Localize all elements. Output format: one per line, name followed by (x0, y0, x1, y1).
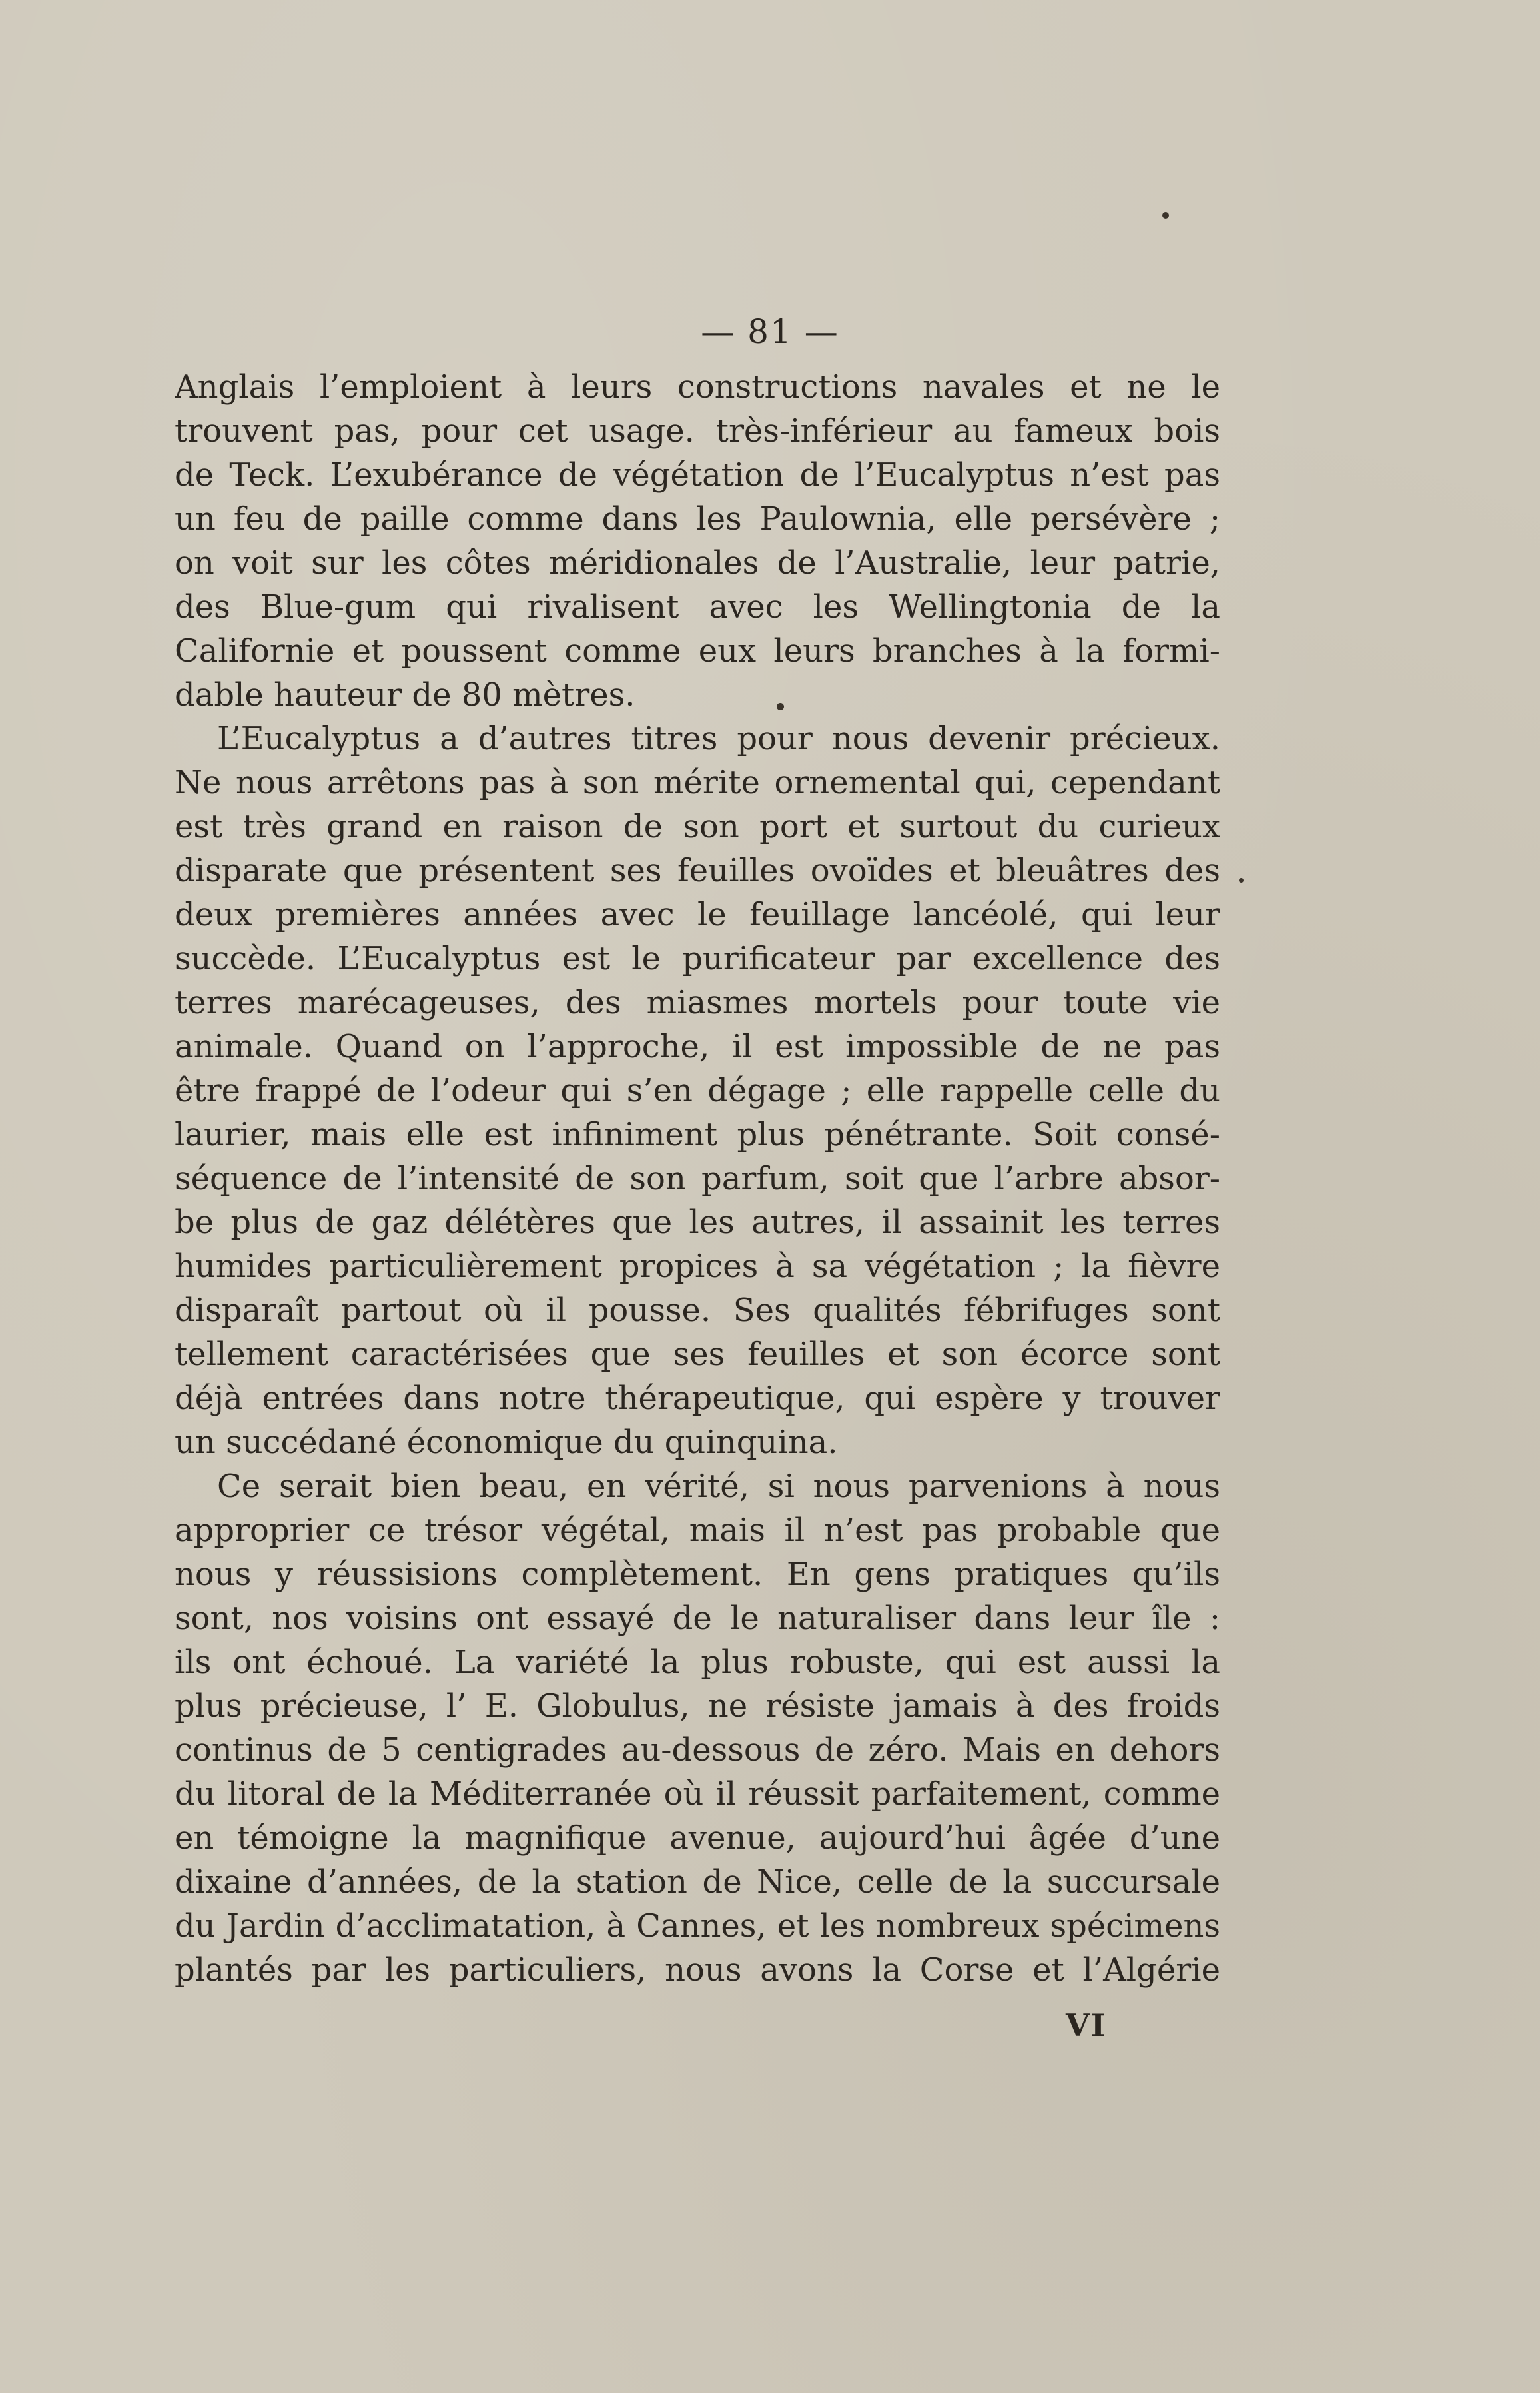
text-line: des Blue-gum qui rivalisent avec les Wellingtonia de la (175, 588, 1220, 626)
paragraph-start-line: Ce serait bien beau, en vérité, si nous parvenions à nous (217, 1468, 1220, 1505)
text-line: laurier, mais elle est infiniment plus pénétrante. Soit consé- (175, 1116, 1220, 1153)
text-line: un succédané économique du quinquina. (175, 1424, 838, 1461)
text-line: du Jardin d’acclimatation, à Cannes, et les nombreux spécimens (175, 1907, 1220, 1945)
text-line: un feu de paille comme dans les Paulownia, elle persévère ; (175, 500, 1220, 538)
text-line: Ne nous arrêtons pas à son mérite ornemental qui, cependant (175, 764, 1220, 801)
text-line: séquence de l’intensité de son parfum, soit que l’arbre absor- (175, 1160, 1220, 1197)
text-line: succède. L’Eucalyptus est le purificateur par excellence des (175, 940, 1220, 977)
text-line: dixaine d’années, de la station de Nice, celle de la succursale (175, 1863, 1220, 1901)
text-line: plantés par les particuliers, nous avons la Corse et l’Algérie (175, 1951, 1220, 1989)
text-line: tellement caractérisées que ses feuilles et son écorce sont (175, 1336, 1220, 1373)
text-line: on voit sur les côtes méridionales de l’Australie, leur patrie, (175, 544, 1220, 582)
text-line: ils ont échoué. La variété la plus robuste, qui est aussi la (175, 1644, 1220, 1681)
text-line: deux premières années avec le feuillage lancéolé, qui leur (175, 896, 1220, 933)
text-line: est très grand en raison de son port et surtout du curieux (175, 808, 1220, 845)
text-line: be plus de gaz délétères que les autres, il assainit les terres (175, 1204, 1220, 1241)
page-number: — 81 — (701, 312, 839, 351)
text-line: déjà entrées dans notre thérapeutique, qui espère y trouver (175, 1380, 1220, 1417)
text-line: sont, nos voisins ont essayé de le naturaliser dans leur île : (175, 1600, 1220, 1637)
ink-speck (1239, 878, 1244, 883)
text-line: approprier ce trésor végétal, mais il n’est pas probable que (175, 1512, 1220, 1549)
paragraph-start-line: L’Eucalyptus a d’autres titres pour nous devenir précieux. (217, 720, 1220, 757)
text-line: terres marécageuses, des miasmes mortels pour toute vie (175, 984, 1220, 1021)
text-line: humides particulièrement propices à sa végétation ; la fièvre (175, 1248, 1220, 1285)
text-line: être frappé de l’odeur qui s’en dégage ; elle rappelle celle du (175, 1072, 1220, 1109)
text-line: plus précieuse, l’ E. Globulus, ne résiste jamais à des froids (175, 1687, 1220, 1725)
ink-speck (777, 703, 784, 710)
body-text (175, 365, 1220, 1992)
text-line: dable hauteur de 80 mètres. (175, 676, 635, 714)
text-line: disparate que présentent ses feuilles ovoïdes et bleuâtres des (175, 852, 1220, 889)
text-line: Anglais l’emploient à leurs constructions navales et ne le (175, 368, 1220, 406)
text-line: de Teck. L’exubérance de végétation de l’Eucalyptus n’est pas (175, 456, 1220, 494)
text-line: disparaît partout où il pousse. Ses qualités fébrifuges sont (175, 1292, 1220, 1329)
text-line: trouvent pas, pour cet usage. très-inférieur au fameux bois (175, 412, 1220, 450)
text-line: Californie et poussent comme eux leurs branches à la formi- (175, 632, 1220, 670)
text-line: du litoral de la Méditerranée où il réussit parfaitement, comme (175, 1775, 1220, 1813)
text-line: continus de 5 centigrades au-dessous de zéro. Mais en dehors (175, 1731, 1220, 1769)
signature-mark: VI (1066, 2007, 1107, 2043)
text-line: en témoigne la magnifique avenue, aujourd’hui âgée d’une (175, 1819, 1220, 1857)
text-line: animale. Quand on l’approche, il est impossible de ne pas (175, 1028, 1220, 1065)
ink-speck (1162, 212, 1169, 219)
text-line: nous y réussisions complètement. En gens pratiques qu’ils (175, 1556, 1220, 1593)
